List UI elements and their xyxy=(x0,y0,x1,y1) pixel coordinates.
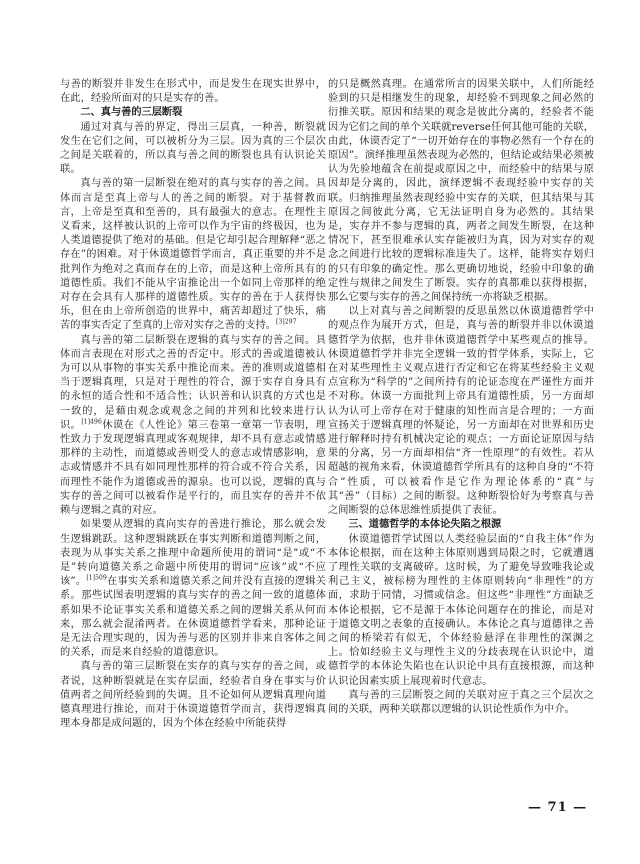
paragraph xyxy=(60,518,326,660)
section-heading: 三、道德哲学的本体论失陷之根源 xyxy=(348,519,502,531)
paragraph-text: 如果要从逻辑的真向实存的善进行推论，那么就会发生逻辑跳跃。这种逻辑跳跃在事实判断和道德判断之间，表现为从事实关系之推理中命题所使用的谓词“是”或“不是”转向道德关系之命题中所使用的谓词“应该”或“不应该”。 xyxy=(60,519,326,588)
paragraph-text: 在事实关系和道德关系之间并没有直接的逻辑关系。那些试图表明逻辑的真与实存的善之间一致的道德体系如果不论证事实关系和道德关系之间的逻辑关系从何而来，那么就会混淆两者。在休谟道德哲学看来，那种论证是无法合理实现的，因为善与恶的区别并非来自客体之间的关系，而是来自经验的道德意识。 xyxy=(60,576,326,659)
paragraph xyxy=(60,177,326,333)
citation: [1]509 xyxy=(86,574,107,582)
paragraph: 休谟道德哲学试图以人类经验层面的“自我主体”作为本体论根据，而在这种主体原则遇到局限之时，它就遭遇了理性关联的支离破碎。这时候，为了避免导致唯我论或利己主义，被标榜为理性的主体原则转向“非理性”的方面，求助于同情，习惯或信念。但这些“非理性”方面缺乏本体论根据，它不是源于本体论问题存在的推论，而是对于道德文明之表象的直接确认。本体论之真与道德律之善之间的桥梁若有似无，个体经验悬浮在非理性的深渊之上。恰如经验主义与理性主义的分歧表现在认识论中，道德哲学的本体论失陷也在认识论中具有直接根源，而这种认识论因素实质上展现着时代意志。 xyxy=(328,533,594,687)
paragraph-text: 真与善的第二层断裂在逻辑的真与实存的善之间。具体而言表现在对形式之善的否定中。形式的善或道德被认为可以从事物的事实关系中推论而来。善的准则或道德相当于逻辑真理，只是对于理性的符合，源于实存自身具有的永恒的适合性和不适合性；认识善和认识真的方式也是一致的，是藉由观念或观念之间的并列和比较来进行认识。 xyxy=(60,334,326,431)
citation: [1]496 xyxy=(81,418,102,426)
paragraph xyxy=(60,334,326,519)
page-number: — 71 — xyxy=(528,800,588,815)
paragraph-text: 休谟在《人性论》第三卷第一章第一节表明，理性致力于发现逻辑真理或客观规律，却不具有意志或情感那样的主动性，而道德或善则受人的意志或情感影响，意志或情感并不具有如同理性那样的符合或不符合关系，因而理性不能作为道德或善的源泉。也可以说，逻辑的真与实存的善之间可以被看作是平行的，而且实存的善并不依赖与逻辑之真的对应。 xyxy=(60,419,326,517)
right-column xyxy=(328,78,594,717)
paragraph: 通过对真与善的界定，得出三层真，一种善，断裂就发生在它们之间，可以被析分为三层。因为真的三个层次之间是关联着的，所以真与善之间的断裂也具有认识论关联。 xyxy=(60,121,326,176)
paragraph: 的只是概然真理。在通常所言的因果关联中，人们所能经验到的只是相继发生的现象，却经验不到现象之间必然的衍推关联。原因和结果的观念是彼此分离的，经验者不能因为它们之间的单个关联就reverse任何其他可能的关联，由此，休谟否定了“一切开始存在的事物必然有一个存在的原因”。演绎推理虽然表现为必然的，但结论或结果必须被认为先验地蕴含在前提或原因之中，而经验中的结果与原因却是分离的，因此，演绎逻辑不表现经验中实存的关联。归纳推理虽然表现经验中实存的关联，但其结果与其原因之间彼此分离，它无法证明自身为必然的。其结果是，实存并不参与逻辑的真，两者之间发生断裂，在这种情况下，甚至很难承认实存能被归为真，因为对实存的观念之间进行比较的逻辑标准违失了。这样，能将实存划归的只有印象的确定性。那么更确切地说，经验中印象的确定性与规律之间发生了断裂。实存的真都难以获得根据，那么它要与实存的善之间保持统一亦将缺乏根据。 xyxy=(328,79,594,304)
paragraph: 以上对真与善之间断裂的反思虽然以休谟道德哲学中的观点作为展开方式，但是，真与善的断裂并非以休谟道德哲学为依据，也并非休谟道德哲学中某些观点的推导。休谟道德哲学并非完全逻辑一致的哲学体系，实际上，它在对某些理性主义观点进行否定和它在将某些经验主义观点宣称为“科学的”之间所持有的论证态度在严谨性方面并不对称。休谟一方面批判上帝具有道德性质，另一方面却认为认可上帝存在对于健康的知性而言是合理的；一方面宣扬关于逻辑真理的怀疑论，另一方面却在对世界和历史进行解释时持有机械决定论的观点；一方面论证原因与结果的分离，另一方面却相信“齐一性原理”的有效性。若从超越的视角来看，休谟道德哲学所具有的这种自身的“不符合”性质，可以被看作是它作为理论体系的“真”与其“善”（目标）之间的断裂。这种断裂恰好为考察真与善之间断裂的总体思维性质提供了表征。 xyxy=(328,306,594,517)
citation: [3]297 xyxy=(276,319,297,327)
paragraph-text: 真与善的第一层断裂在绝对的真与实存的善之间。具体而言是至真上帝与人的善之间的断裂。对于基督教而言，上帝是至真和至善的，具有最强大的意志。在理性主义看来，这样被认识的上帝可以作为宇宙的终极因，也为人类道德提供了绝对的基础。但是它却引起合理解释“恶之存在”的困难。对于休谟道德哲学而言，真正重要的并不是批判作为绝对之真而存在的上帝，而是这种上帝所具有的道德性质。我们不能从宇宙推论出一个如同上帝那样的绝对存在会具有人那样的道德性质。实存的善在于人获得快乐，但在由上帝所创造的世界中，痛苦却超过了快乐，痛苦的事实否定了至真的上帝对实存之善的支持。 xyxy=(60,178,326,332)
paragraph: 与善的断裂并非发生在形式中，而是发生在现实世界中，在此，经验所面对的只是实存的善。 xyxy=(60,79,326,105)
left-column xyxy=(60,78,326,731)
paragraph: 真与善的三层断裂之间的关联对应于真之三个层次之间的关联，两种关联都以逻辑的认识论性质作为中介。 xyxy=(328,689,594,715)
section-heading: 二、真与善的三层断裂 xyxy=(80,107,183,119)
paragraph: 真与善的第三层断裂在实存的真与实存的善之间，或者说，这种断裂就是在实存层面，经验者自身在事实与价值两者之间所经验到的失调。且不论如何从逻辑真理向道德真理进行推论，而对于休谟道德哲学而言，获得逻辑真理本身都是成问题的，因为个体在经验中所能获得 xyxy=(60,661,326,730)
